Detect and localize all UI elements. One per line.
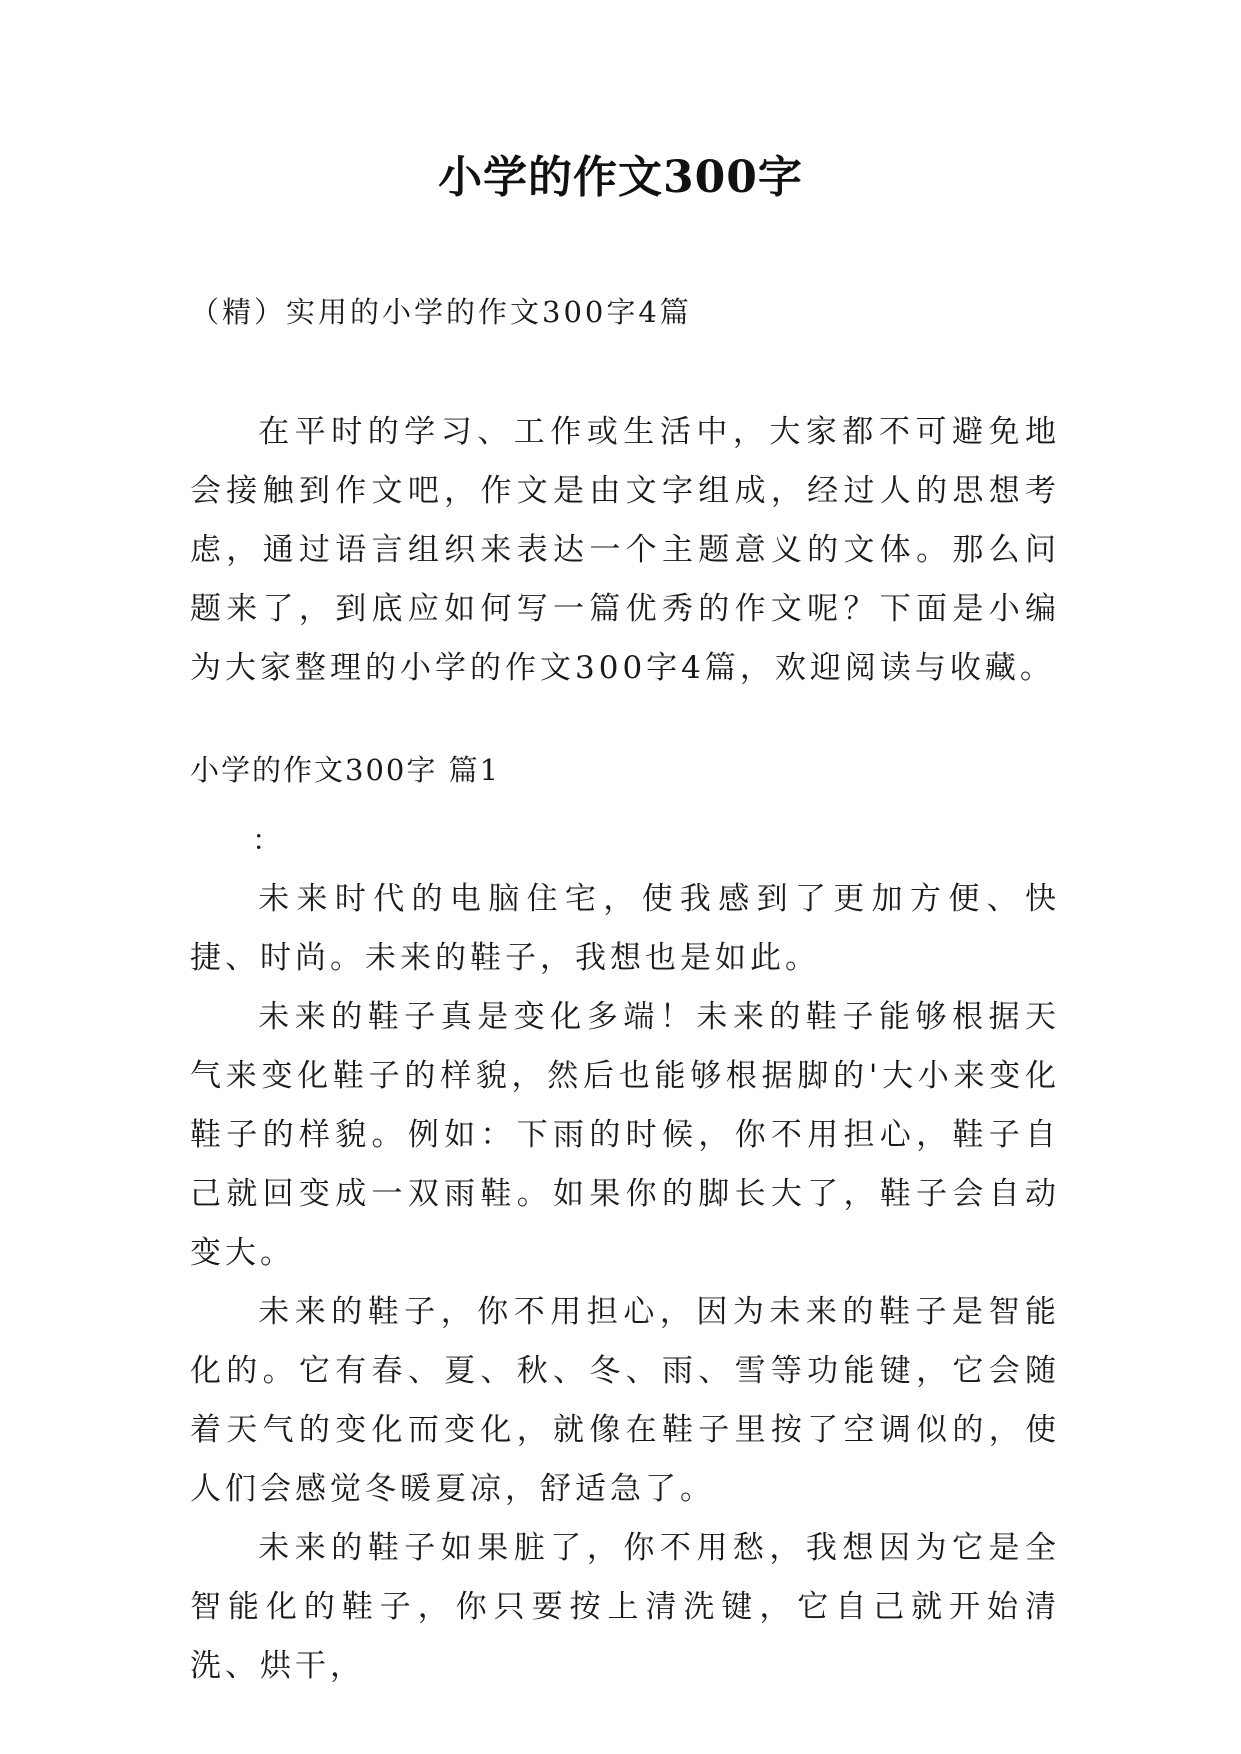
body-paragraph: 未来时代的电脑住宅，使我感到了更加方便、快捷、时尚。未来的鞋子，我想也是如此。 [190,881,1060,976]
document-title: 小学的作文300字 [438,152,803,203]
section-colon: ： [252,823,282,857]
section-body [190,870,1060,1696]
body-paragraph: 未来的鞋子真是变化多端！未来的鞋子能够根据天气来变化鞋子的样貌，然后也能够根据脚的'大小来变化鞋子的样貌。例如：下雨的时候，你不用担心，鞋子自己就回变成一双雨鞋。如果你的脚长大了，鞋子会自动变大。 [190,999,1060,1271]
body-paragraph: 未来的鞋子如果脏了，你不用愁，我想因为它是全智能化的鞋子，你只要按上清洗键，它自己就开始清洗、烘干， [190,1530,1060,1684]
intro-paragraph: 在平时的学习、工作或生活中，大家都不可避免地会接触到作文吧，作文是由文字组成，经过人的思想考虑，通过语言组织来表达一个主题意义的文体。那么问题来了，到底应如何写一篇优秀的作文呢？下面是小编为大家整理的小学的作文300字4篇，欢迎阅读与收藏。 [190,414,1060,686]
document-subtitle: （精）实用的小学的作文300字4篇 [190,295,692,329]
body-paragraph: 未来的鞋子，你不用担心，因为未来的鞋子是智能化的。它有春、夏、秋、冬、雨、雪等功能键，它会随着天气的变化而变化，就像在鞋子里按了空调似的，使人们会感觉冬暖夏凉，舒适急了。 [190,1294,1060,1507]
section-heading: 小学的作文300字 篇1 [190,753,501,787]
intro-block [190,403,1060,698]
